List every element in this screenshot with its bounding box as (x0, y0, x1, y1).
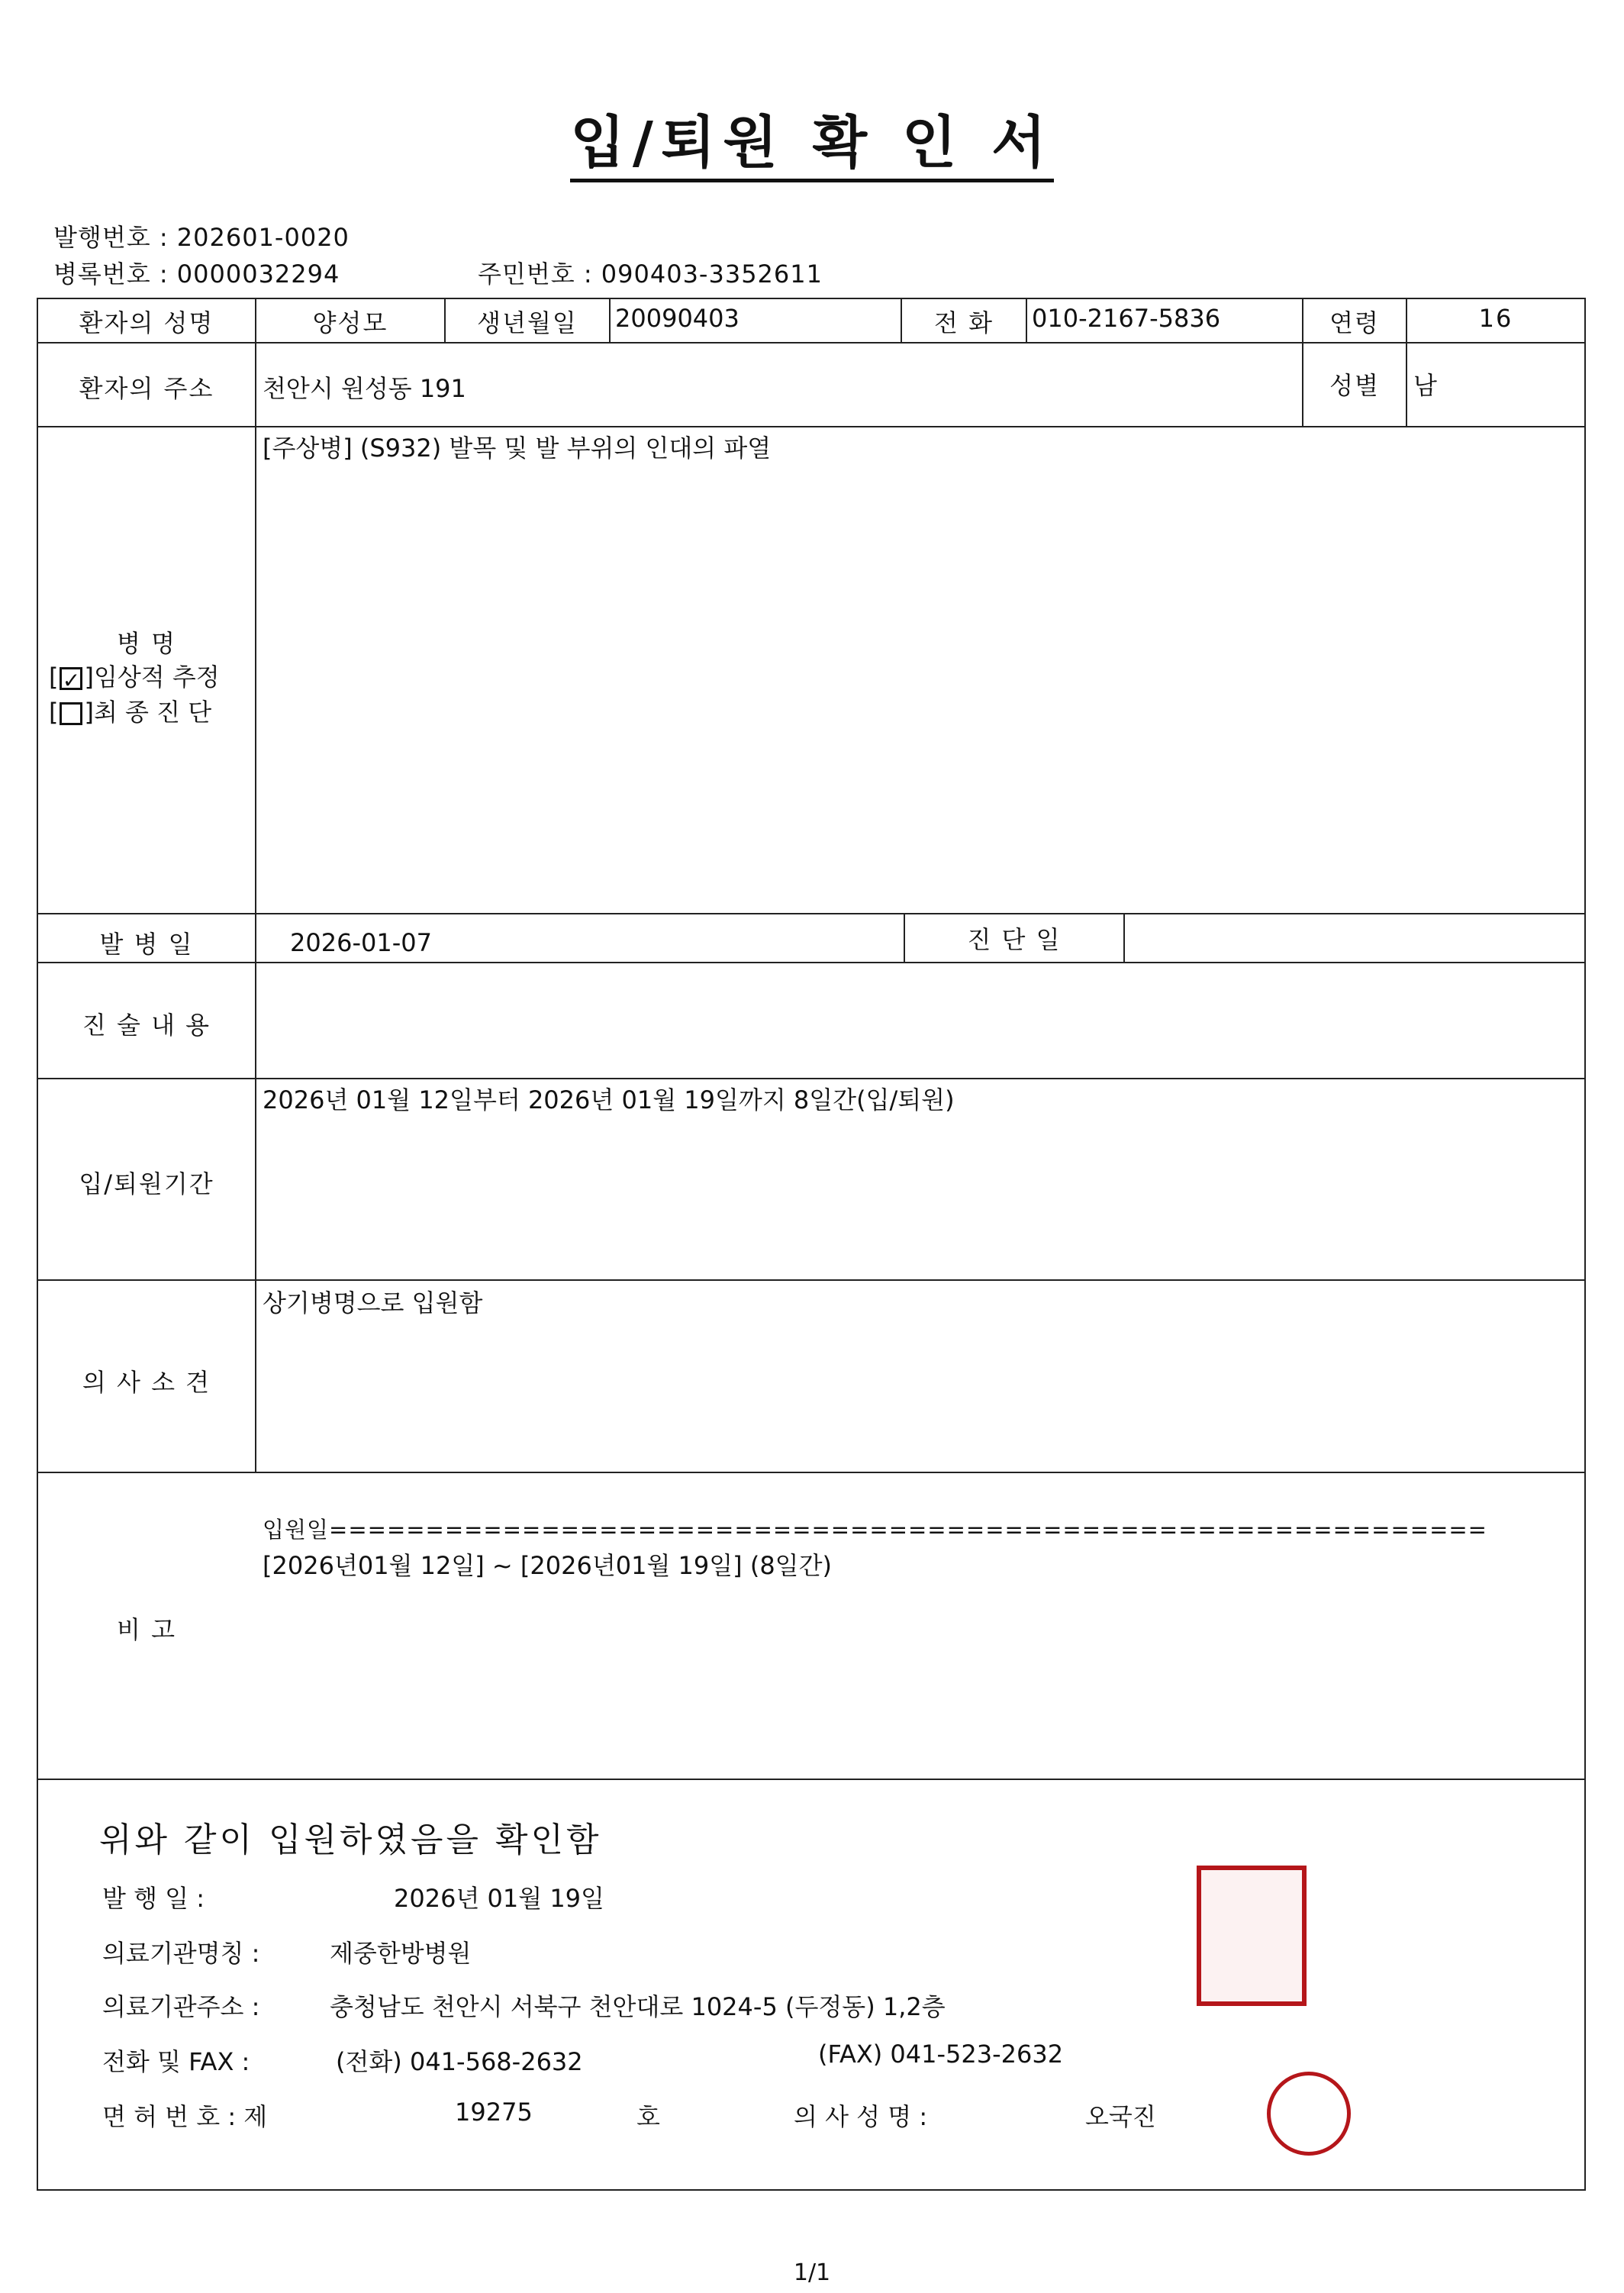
license-label: 면 허 번 호 : 제 (102, 2102, 268, 2131)
clinical-estimate-option: [ ✓ ]임상적 추정 (49, 663, 220, 693)
sex-value: 남 (1413, 371, 1437, 400)
license-number: 19275 (455, 2098, 533, 2127)
clinical-estimate-label: 임상적 추정 (93, 663, 220, 692)
address-label: 환자의 주소 (79, 374, 214, 403)
final-diagnosis-label: 최 종 진 단 (93, 698, 212, 727)
diagnosis-text: [주상병] (S932) 발목 및 발 부위의 인대의 파열 (263, 434, 772, 463)
doctor-name: 오국진 (1085, 2102, 1156, 2131)
resident-number: 주민번호 : 090403-3352611 (478, 260, 823, 289)
page-number: 1/1 (793, 2259, 831, 2286)
remarks-label: 비 고 (117, 1615, 176, 1644)
issue-number: 발행번호 : 202601-0020 (53, 223, 350, 252)
doctor-name-label: 의 사 성 명 : (794, 2102, 928, 2131)
address-value: 천안시 원성동 191 (263, 374, 466, 403)
dob-label: 생년월일 (477, 308, 578, 337)
institution-name-label: 의료기관명칭 : (102, 1939, 260, 1968)
telephone: (전화) 041-568-2632 (336, 2047, 583, 2076)
name-label: 환자의 성명 (79, 308, 214, 337)
confirmation-statement: 위와 같이 입원하였음을 확인함 (99, 1821, 602, 1859)
diagnosis-label: 병 명 (117, 629, 176, 658)
dob-value: 20090403 (615, 304, 740, 333)
period-label: 입/퇴원기간 (79, 1169, 214, 1198)
institution-address: 충청남도 천안시 서북구 천안대로 1024-5 (두정동) 1,2층 (330, 1992, 946, 2021)
tel-fax-label: 전화 및 FAX : (102, 2047, 250, 2076)
onset-label: 발 병 일 (99, 930, 194, 959)
opinion-label: 의 사 소 견 (82, 1368, 211, 1397)
phone-value: 010-2167-5836 (1032, 304, 1221, 333)
license-suffix: 호 (636, 2102, 660, 2131)
footer-box (37, 1779, 1586, 2191)
final-diagnosis-option: [ ]최 종 진 단 (49, 698, 212, 727)
onset-value: 2026-01-07 (290, 928, 432, 957)
fax: (FAX) 041-523-2632 (818, 2040, 1064, 2069)
record-number: 병록번호 : 0000032294 (53, 260, 340, 289)
age-value: 16 (1478, 304, 1513, 333)
remarks-line2: [2026년01월 12일] ~ [2026년01월 19일] (8일간) (263, 1551, 832, 1580)
age-label: 연령 (1329, 308, 1380, 337)
period-value: 2026년 01월 12일부터 2026년 01월 19일까지 8일간(입/퇴원) (263, 1085, 955, 1114)
remarks-line1: 입원일============================================================ (263, 1517, 1487, 1543)
opinion-value: 상기병명으로 입원함 (263, 1288, 483, 1317)
issue-date-label: 발 행 일 : (102, 1884, 205, 1913)
document-title: 입/퇴원 확 인 서 (0, 98, 1624, 179)
unchecked-checkbox-icon (60, 702, 82, 725)
diagnosis-date-label: 진 단 일 (967, 925, 1062, 954)
issue-date-value: 2026년 01월 19일 (394, 1884, 604, 1913)
phone-label: 전 화 (934, 308, 994, 337)
checked-checkbox-icon: ✓ (60, 667, 82, 690)
statement-label: 진 술 내 용 (82, 1011, 211, 1040)
patient-name: 양성모 (312, 308, 388, 337)
institution-name: 제중한방병원 (330, 1939, 472, 1968)
institution-address-label: 의료기관주소 : (102, 1992, 260, 2021)
sex-label: 성별 (1329, 371, 1380, 400)
